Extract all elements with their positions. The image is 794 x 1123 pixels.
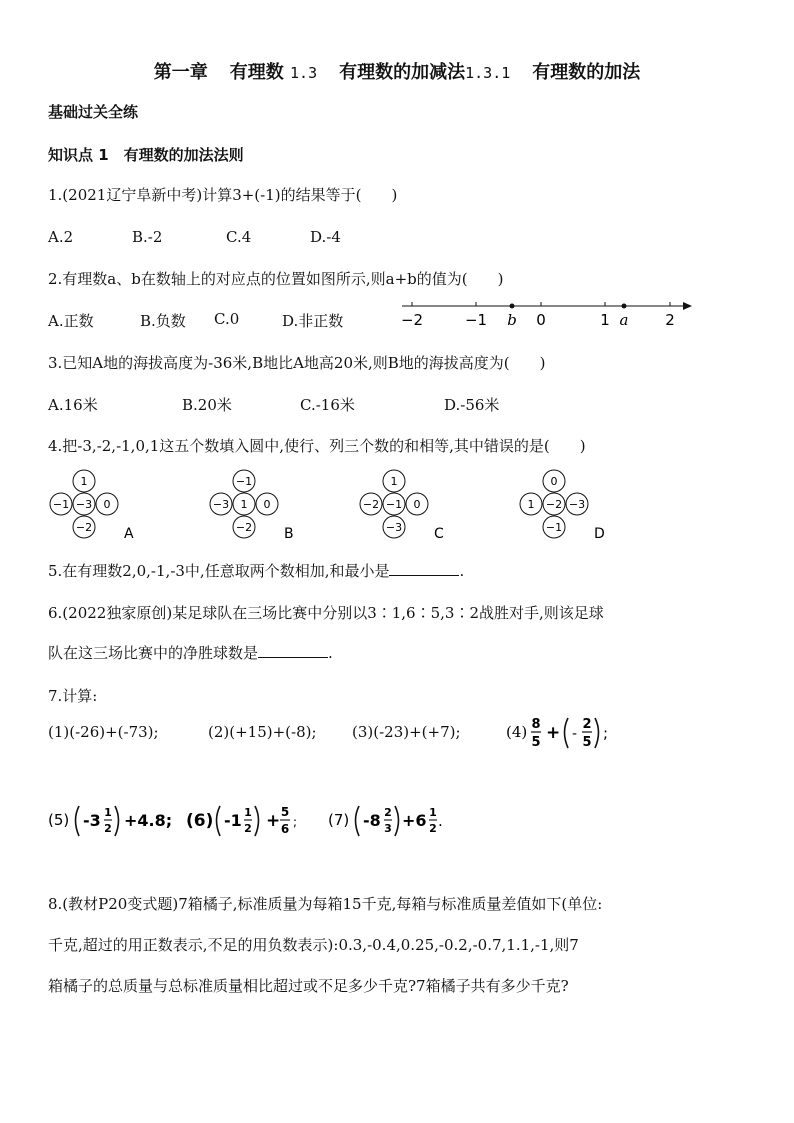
q7-part-6-op: + bbox=[266, 811, 281, 831]
q7-part-4-frac-b-num: 2 bbox=[582, 717, 592, 732]
q7-part-1: (1)(-26)+(-73); bbox=[48, 723, 159, 741]
q7-part-4-frac-b-den: 5 bbox=[582, 735, 592, 750]
q3-option-b: B.20米 bbox=[182, 396, 232, 414]
q4-circle-value: 0 bbox=[263, 498, 271, 511]
section-heading: 基础过关全练 bbox=[48, 103, 139, 121]
q7-part-5-whole: -3 bbox=[83, 811, 101, 830]
paren-left bbox=[217, 806, 221, 836]
q2-option-c: C.0 bbox=[214, 310, 240, 328]
question-6-stem-2: 队在这三场比赛中的净胜球数是 bbox=[48, 644, 259, 662]
point-b bbox=[510, 304, 515, 309]
q7-part-6-b-num: 5 bbox=[280, 805, 290, 819]
q5-end: . bbox=[459, 562, 465, 580]
q2-option-d: D.非正数 bbox=[282, 312, 344, 330]
point-a bbox=[622, 304, 627, 309]
q4-circle-value: −2 bbox=[362, 498, 380, 511]
question-5-stem: 5.在有理数2,0,-1,-3中,任意取两个数相加,和最小是 bbox=[48, 562, 390, 580]
q4-circle-value: 0 bbox=[550, 475, 558, 488]
q4-option-label: C bbox=[434, 526, 444, 542]
q7-part-4-frac-a-num: 8 bbox=[531, 717, 541, 732]
q7-part-5 bbox=[48, 798, 188, 844]
question-6-line-1: 6.(2022独家原创)某足球队在三场比赛中分别以3∶1,6∶5,3∶2战胜对手,则该足球 bbox=[48, 604, 604, 622]
q7-part-6-end: ; bbox=[293, 815, 298, 829]
question-1-stem: 1.(2021辽宁阜新中考)计算3+(-1)的结果等于( ) bbox=[48, 186, 398, 204]
tick-label-neg2: −2 bbox=[400, 311, 424, 329]
q4-circle-value: 1 bbox=[240, 498, 248, 511]
q4-circle-value: 1 bbox=[527, 498, 535, 511]
chapter-label: 第一章 bbox=[153, 62, 208, 83]
number-line-figure bbox=[396, 294, 696, 334]
q7-part-4-b-sign: - bbox=[572, 726, 578, 742]
q4-circle-value: −2 bbox=[75, 521, 93, 534]
q7-part-6 bbox=[186, 798, 306, 844]
subsection-title: 有理数的加法 bbox=[532, 62, 641, 83]
q2-option-a: A.正数 bbox=[48, 312, 94, 330]
paren-right bbox=[395, 806, 399, 836]
q2-option-b: B.负数 bbox=[140, 312, 186, 330]
tick-label-1: 1 bbox=[600, 311, 610, 329]
q7-part-7-rest: +6 bbox=[402, 811, 427, 830]
q7-part-6-b-den: 6 bbox=[280, 822, 290, 836]
q3-option-a: A.16米 bbox=[48, 396, 98, 414]
q4-circle-value: 1 bbox=[80, 475, 88, 488]
paren-left bbox=[76, 806, 80, 836]
q4-circle-value: −2 bbox=[235, 521, 253, 534]
q1-option-a: A.2 bbox=[48, 228, 74, 246]
page-title bbox=[0, 58, 794, 84]
q7-part-4-frac-a-den: 5 bbox=[531, 735, 541, 750]
q7-part-4-op: + bbox=[546, 723, 561, 743]
q7-part-5-num: 1 bbox=[104, 806, 112, 819]
q5-answer-blank[interactable] bbox=[389, 561, 459, 576]
q4-circle-value: −3 bbox=[212, 498, 230, 511]
q7-part-6-whole: -1 bbox=[224, 811, 242, 830]
unit-label: 有理数 bbox=[229, 62, 284, 83]
point-label-a: a bbox=[619, 311, 629, 329]
paren-left bbox=[356, 806, 360, 836]
q7-part-6-label: (6) bbox=[186, 811, 214, 831]
q7-part-7-label: (7) bbox=[328, 811, 350, 829]
q7-part-7-end: . bbox=[438, 812, 443, 830]
q4-circle-value: −1 bbox=[235, 475, 253, 488]
q7-part-7-num: 2 bbox=[384, 806, 392, 819]
q1-option-c: C.4 bbox=[226, 228, 252, 246]
q3-option-c: C.-16米 bbox=[300, 396, 355, 414]
knowledge-point-heading: 知识点 1 有理数的加法法则 bbox=[48, 146, 244, 164]
q4-circle-value: 0 bbox=[103, 498, 111, 511]
question-2-stem: 2.有理数a、b在数轴上的对应点的位置如图所示,则a+b的值为( ) bbox=[48, 270, 504, 288]
q7-part-6-den: 2 bbox=[244, 822, 252, 835]
q4-circle-value: −3 bbox=[75, 498, 93, 511]
q1-option-b: B.-2 bbox=[132, 228, 163, 246]
paren-left bbox=[565, 718, 569, 748]
q4-circle-value: −1 bbox=[545, 521, 563, 534]
q6-answer-blank[interactable] bbox=[258, 643, 328, 658]
q1-option-d: D.-4 bbox=[310, 228, 341, 246]
paren-right bbox=[255, 806, 259, 836]
q4-option-label: A bbox=[124, 526, 134, 542]
q3-option-d: D.-56米 bbox=[444, 396, 500, 414]
q7-part-7-whole: -8 bbox=[363, 811, 381, 830]
q4-circle-value: −3 bbox=[568, 498, 586, 511]
q7-part-7-r-num: 1 bbox=[429, 806, 437, 819]
section-number: 1.3 bbox=[290, 64, 318, 82]
q7-part-5-rest: +4.8; bbox=[124, 811, 173, 830]
question-3-stem: 3.已知A地的海拔高度为-36米,B地比A地高20米,则B地的海拔高度为( ) bbox=[48, 354, 546, 372]
question-8-line-2: 千克,超过的用正数表示,不足的用负数表示):0.3,-0.4,0.25,-0.2,-0.7,1.1,-1,则7 bbox=[48, 936, 579, 954]
q4-circle-value: 1 bbox=[390, 475, 398, 488]
q4-circle-value: −1 bbox=[385, 498, 403, 511]
q4-circle-value: −1 bbox=[52, 498, 70, 511]
q7-part-4 bbox=[506, 710, 616, 756]
question-8-line-3: 箱橘子的总质量与总标准质量相比超过或不足多少千克?7箱橘子共有多少千克? bbox=[48, 977, 569, 995]
question-8-line-1: 8.(教材P20变式题)7箱橘子,标准质量为每箱15千克,每箱与标准质量差值如下(单位: bbox=[48, 895, 603, 913]
q4-circle-value: 0 bbox=[413, 498, 421, 511]
q6-end: . bbox=[328, 644, 333, 662]
section-title: 有理数的加减法 bbox=[339, 62, 466, 83]
q7-part-4-label: (4) bbox=[506, 723, 528, 741]
q7-part-7-den: 3 bbox=[384, 822, 392, 835]
question-4-stem: 4.把-3,-2,-1,0,1这五个数填入圆中,使行、列三个数的和相等,其中错误的是( ) bbox=[48, 437, 586, 455]
tick-label-neg1: −1 bbox=[464, 311, 488, 329]
q7-part-5-den: 2 bbox=[104, 822, 112, 835]
question-5 bbox=[48, 560, 464, 581]
number-line-arrow bbox=[683, 302, 692, 310]
q7-part-5-label: (5) bbox=[48, 811, 70, 829]
question-6-line-2 bbox=[48, 642, 333, 663]
q4-figures bbox=[46, 464, 666, 548]
q7-part-3: (3)(-23)+(+7); bbox=[352, 723, 461, 741]
q7-part-4-end: ; bbox=[603, 724, 609, 742]
q7-part-7-r-den: 2 bbox=[429, 822, 437, 835]
q4-option-label: B bbox=[284, 526, 294, 542]
tick-label-2: 2 bbox=[665, 311, 675, 329]
q4-option-label: D bbox=[594, 526, 605, 542]
question-7-stem: 7.计算: bbox=[48, 687, 98, 705]
point-label-b: b bbox=[507, 311, 517, 329]
q4-circle-value: −3 bbox=[385, 521, 403, 534]
q7-part-2: (2)(+15)+(-8); bbox=[208, 723, 317, 741]
paren-right bbox=[595, 718, 599, 748]
subsection-number: 1.3.1 bbox=[465, 64, 511, 82]
paren-right bbox=[115, 806, 119, 836]
tick-label-0: 0 bbox=[536, 311, 546, 329]
q7-part-6-num: 1 bbox=[244, 806, 252, 819]
q4-circle-value: −2 bbox=[545, 498, 563, 511]
q7-part-7 bbox=[328, 798, 458, 844]
